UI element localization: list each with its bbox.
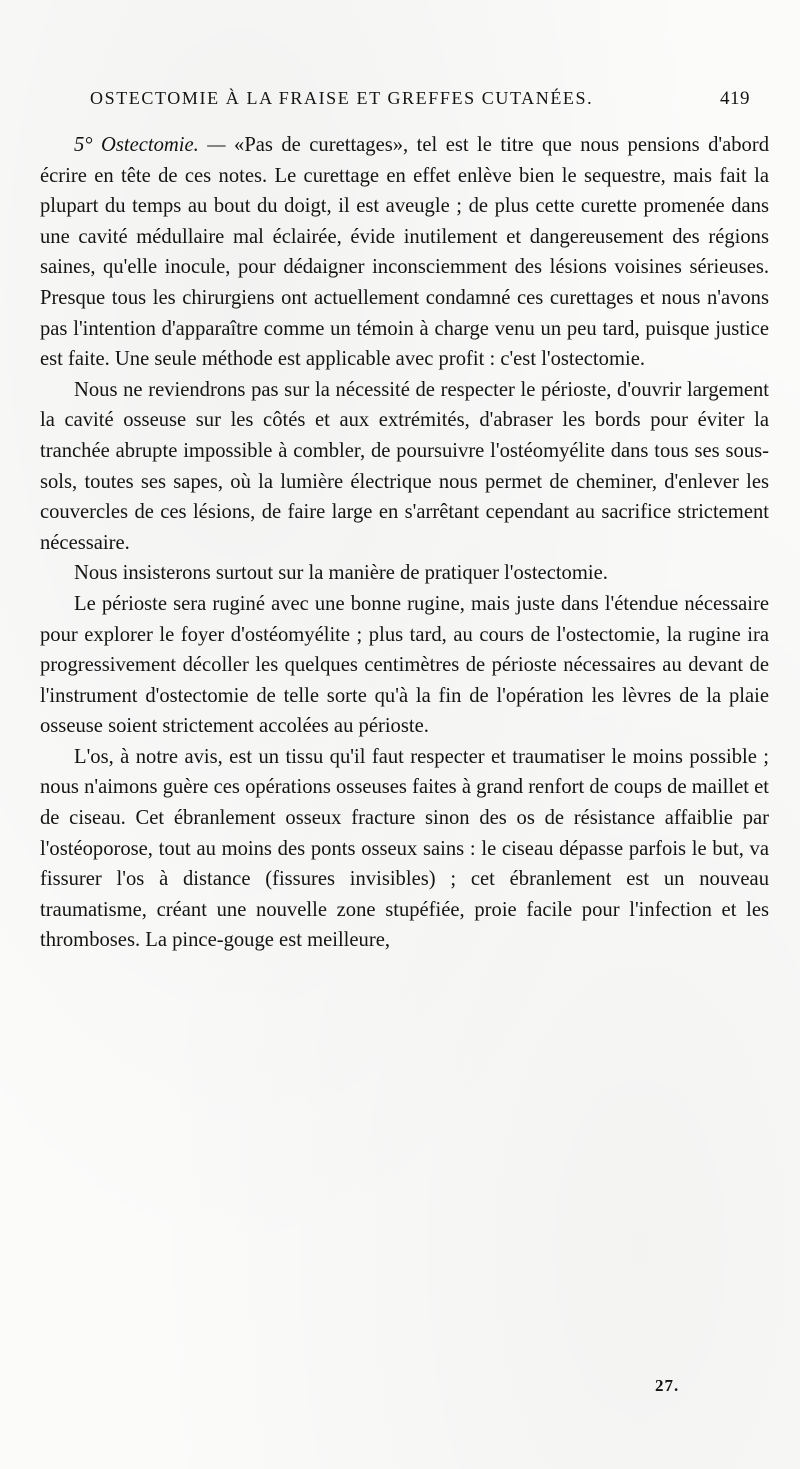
- page-header: [90, 88, 750, 110]
- paragraph-text: Nous ne reviendrons pas sur la nécessité de respecter le périoste, d'ouvrir largement la cavité osseuse sur les côtés et aux extrémités, d'abraser les bords pour éviter la tranchée abrupte impossible à combler, de poursuivre l'ostéomyélite dans tous ses sous-sols, toutes ses sapes, où la lumière électrique nous permet de cheminer, d'enlever les couvercles de ces lésions, de faire large en s'arrêtant cependant au sacrifice strictement nécessaire.: [40, 378, 769, 554]
- paragraph-text: «Pas de curettages», tel est le titre que nous pensions d'abord écrire en tête de ces notes. Le curettage en effet enlève bien le sequestre, mais fait la plupart du temps au bout du doigt, il est aveugle ; de plus cette curette promenée dans une cavité médullaire mal éclairée, évide inutilement et dangereusement des régions saines, qu'elle inocule, pour dédaigner inconsciemment des lésions voisines sérieuses. Presque tous les chirurgiens ont actuellement condamné ces curettages et nous n'avons pas l'intention d'apparaître comme un témoin à charge venu un peu tard, puisque justice est faite. Une seule méthode est applicable avec profit : c'est l'ostectomie.: [40, 134, 769, 371]
- paragraph-insist: [40, 558, 769, 589]
- paragraph-bone-tissue: [40, 742, 769, 956]
- paragraph-ostectomie: [40, 130, 769, 375]
- page-number: 419: [720, 88, 750, 109]
- paragraph-rugine: [40, 589, 769, 742]
- paragraph-text: Le périoste sera ruginé avec une bonne rugine, mais juste dans l'étendue nécessaire pour explorer le foyer d'ostéomyélite ; plus tard, au cours de l'ostectomie, la rugine ira progressivement décoller les quelques centimètres de périoste nécessaires au devant de l'instrument d'ostectomie de telle sorte qu'à la fin de l'opération les lèvres de la plaie osseuse soient strictement accolées au périoste.: [40, 592, 769, 738]
- body-text: [40, 130, 769, 956]
- paragraph-periosteum: [40, 375, 769, 559]
- signature-mark: 27.: [655, 1376, 680, 1395]
- paragraph-text: Nous insisterons surtout sur la manière de pratiquer l'ostectomie.: [74, 562, 608, 585]
- paragraph-text: L'os, à notre avis, est un tissu qu'il faut respecter et traumatiser le moins possible ; nous n'aimons guère ces opérations osseuses faites à grand renfort de coups de maillet et de ciseau. Cet ébranlement osseux fracture sinon des os de résistance affaiblie par l'ostéoporose, tout au moins des ponts osseux sains : le ciseau dépasse parfois le but, va fissurer l'os à distance (fissures invisibles) ; cet ébranlement est un nouveau traumatisme, créant une nouvelle zone stupéfiée, proie facile pour l'infection et les thromboses. La pince-gouge est meilleure,: [40, 745, 769, 952]
- running-head: OSTECTOMIE À LA FRAISE ET GREFFES CUTANÉES.: [90, 88, 594, 108]
- section-title: 5° Ostectomie. —: [74, 134, 226, 156]
